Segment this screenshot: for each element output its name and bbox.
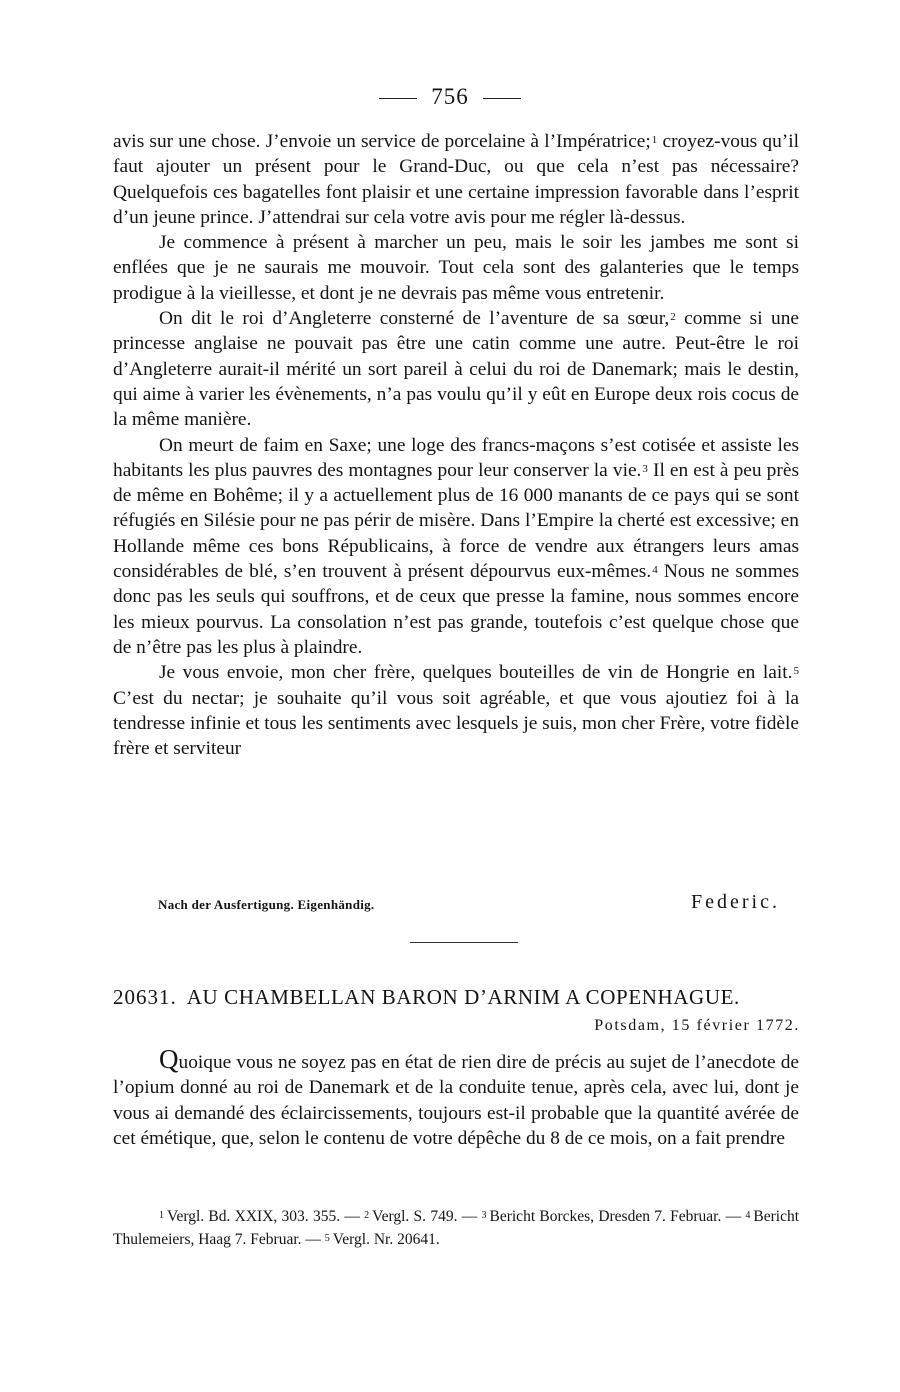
footnote-3: Bericht Borckes, Dresden 7. Februar. — [489,1208,742,1225]
paragraph-3: On dit le roi d’Angleterre consterné de l’aventure de sa sœur,$^2$ comme si une princesse anglaise ne pouvait pas être une catin comme une autre. Peut-être le roi d’Angleterre aurait-il mérité un sort pareil à celui du roi de Danemark; mais le destin, qui aime à varier les évènements, n’a pas voulu qu’il y eût en Europe deux rois cocus de la même manière. [113,308,799,431]
footnote-2: Vergl. S. 749. — [372,1208,478,1225]
footnote-mark-3: 3 [481,1210,487,1221]
section-divider [410,942,518,943]
paragraph-4: On meurt de faim en Saxe; une loge des francs-maçons s’est cotisée et assiste les habitants les plus pauvres des montagnes pour leur conserver la vie.$^3$ Il en est à peu près de même en Bohême; il y a actuellement plus de 16 000 manants de ce pays qui se sont réfugiés en Silésie pour ne pas périr de misère. Dans l’Empire la cherté est excessive; en Hollande même ces bons Républicains, à force de vendre aux étrangers leurs amas considérables de blé, s’en trouvent à présent dépourvus eux-mêmes.$^4$ Nous ne sommes donc pas les seuls qui souffrons, et de ceux que presse la famine, nous sommes encore les mieux pourvus. La consolation n’est pas grande, toutefois c’est quelque chose que de n’être pas les plus à plaindre. [113,434,799,658]
footnote-mark-2: 2 [364,1210,370,1221]
letter-heading [113,985,803,1010]
source-note: Nach der Ausfertigung. Eigenhändig. [158,897,375,912]
footnote-ref-5: 5 [793,665,799,678]
footnote-1: Vergl. Bd. XXIX, 303. 355. — [167,1208,360,1225]
footnote-5: Vergl. Nr. 20641. [332,1231,440,1248]
footnote-block [113,1205,799,1251]
page-number: 756 [431,84,469,109]
letter-number: 20631. [113,985,177,1009]
footnote-mark-4: 4 [745,1210,751,1221]
footnote-ref-1: 1 [651,134,658,146]
footnote-ref-2: 2 [670,311,676,324]
letter-body-continued [113,129,799,761]
signature: Federic. [691,891,780,913]
footnote-mark-5: 5 [324,1233,330,1244]
drop-cap: Q [159,1044,179,1074]
footnote-mark-1: 1 [159,1210,164,1221]
footnote-4: Bericht Thulemeiers, Haag 7. Februar. — [113,1208,800,1248]
page-header [0,84,900,110]
footnote-ref-4: 4 [652,564,658,577]
dateline: Potsdam, 15 février 1772. [594,1017,800,1034]
closing-row [158,891,788,917]
letter-title: AU CHAMBELLAN BARON D’ARNIM A COPENHAGUE. [186,985,740,1009]
header-dash-right [483,98,521,99]
footnote-ref-3: 3 [642,462,648,475]
paragraph-1: avis sur une chose. J’envoie un service de porcelaine à l’Impératrice;$^1$ croyez-vous qu’il faut ajouter un présent pour le Grand-Duc, ou que cela n’est pas nécessaire? Quelquefois ces bagatelles font plaisir et une certaine impression favorable dans l’esprit d’un jeune prince. J’attendrai sur cela votre avis pour me régler là-dessus. [113,131,800,228]
footnotes [113,1205,799,1251]
new-letter-body [113,1044,799,1151]
new-letter-paragraph: Quoique vous ne soyez pas en état de rien dire de précis au sujet de l’anecdote de l’opium donné au roi de Danemark et de la conduite tenue, après cela, avec lui, dont je vous ai demandé des éclaircissements, toujours est-il probable que la quantité avérée de cet émétique, que, selon le contenu de votre dépêche du 8 de ce mois, on a fait prendre [113,1044,799,1149]
paragraph-5: Je vous envoie, mon cher frère, quelques bouteilles de vin de Hongrie en lait.$^5$ C’est du nectar; je souhaite qu’il vous soit agréable, et que vous ajoutiez foi à la tendresse infinie et tous les sentiments avec lesquels je suis, mon cher Frère, votre fidèle frère et serviteur [113,662,800,760]
paragraph-2: Je commence à présent à marcher un peu, mais le soir les jambes me sont si enflées que je ne saurais me mouvoir. Tout cela sont des galanteries que le temps prodigue à la vieillesse, et dont je ne devrais pas même vous entretenir. [113,232,799,304]
header-dash-left [379,98,417,99]
